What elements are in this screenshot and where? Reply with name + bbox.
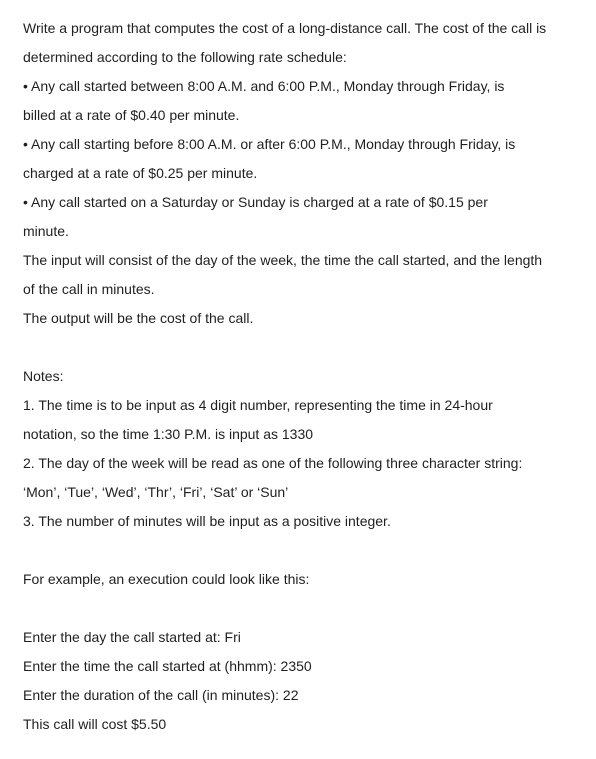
input-description: The input will consist of the day of the week, the time the call started, and the length xyxy=(23,252,543,268)
rate-bullet-weekday-day: • Any call started between 8:00 A.M. and 6:00 P.M., Monday through Friday, is xyxy=(23,78,505,94)
example-line: This call will cost $5.50 xyxy=(23,716,167,732)
spacer xyxy=(23,594,588,623)
output-description: The output will be the cost of the call. xyxy=(23,310,254,326)
spacer xyxy=(23,536,588,565)
rate-bullet-weekday-day-cont: billed at a rate of $0.40 per minute. xyxy=(23,107,240,123)
example-intro: For example, an execution could look like this: xyxy=(23,571,310,587)
rate-bullet-weekend: • Any call started on a Saturday or Sunday is charged at a rate of $0.15 per xyxy=(23,194,488,210)
rate-bullet-weekday-night: • Any call starting before 8:00 A.M. or after 6:00 P.M., Monday through Friday, is xyxy=(23,136,516,152)
intro-line: determined according to the following rate schedule: xyxy=(23,49,347,65)
example-line: Enter the day the call started at: Fri xyxy=(23,629,241,645)
note-item: 3. The number of minutes will be input as a positive integer. xyxy=(23,513,391,529)
note-item-cont: notation, so the time 1:30 P.M. is input as 1330 xyxy=(23,426,314,442)
rate-bullet-weekend-cont: minute. xyxy=(23,223,69,239)
example-line: Enter the time the call started at (hhmm): 2350 xyxy=(23,658,312,674)
intro-line: Write a program that computes the cost of a long-distance call. The cost of the call is xyxy=(23,20,547,36)
note-item-cont: ‘Mon’, ‘Tue’, ‘Wed’, ‘Thr’, ‘Fri’, ‘Sat’ or ‘Sun’ xyxy=(23,484,289,500)
input-description-cont: of the call in minutes. xyxy=(23,281,155,297)
example-line: Enter the duration of the call (in minutes): 22 xyxy=(23,687,299,703)
notes-heading: Notes: xyxy=(23,368,64,384)
note-item: 1. The time is to be input as 4 digit number, representing the time in 24-hour xyxy=(23,397,493,413)
spacer xyxy=(23,333,588,362)
problem-statement xyxy=(23,14,588,739)
rate-bullet-weekday-night-cont: charged at a rate of $0.25 per minute. xyxy=(23,165,258,181)
note-item: 2. The day of the week will be read as one of the following three character string: xyxy=(23,455,523,471)
